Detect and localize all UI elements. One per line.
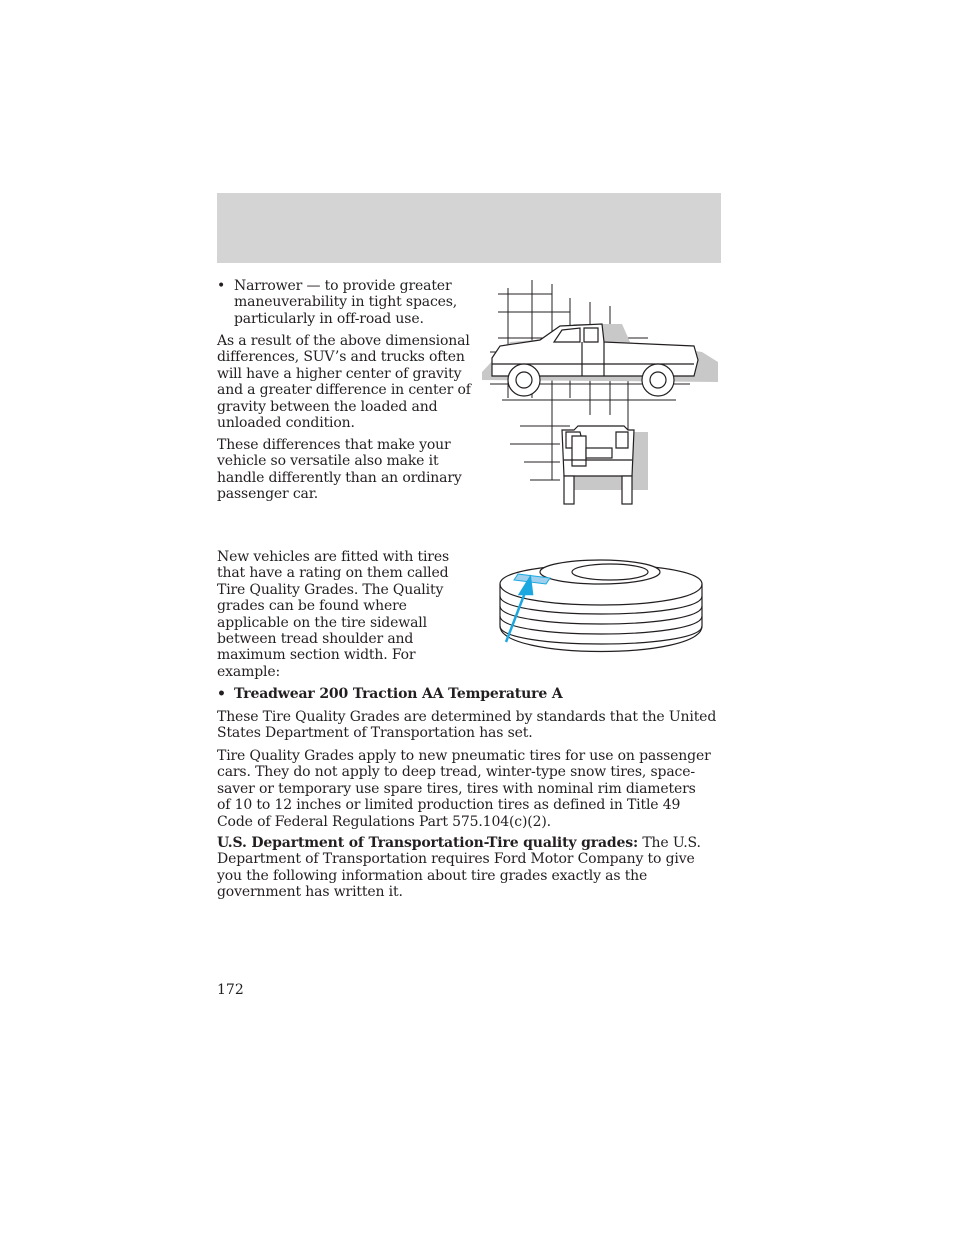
- bullet-text: Treadwear 200 Traction AA Temperature A: [234, 686, 563, 702]
- tire-illustration: [490, 548, 712, 664]
- paragraph-applies-to: Tire Quality Grades apply to new pneumatic tires for use on passenger cars. They do not apply to deep tread, winter-type snow tires, space-saver or temporary use spare tires, tires with nominal rim diameters of 10 to 12 inches or limited production tires as defined in Title 49 Code of Federal Regulations Part 575.104(c)(2).: [217, 748, 711, 830]
- paragraph-center-of-gravity: As a result of the above dimensional differences, SUV’s and trucks often will have a higher center of gravity and a greater difference in center of gravity between the loaded and unloaded condition.: [217, 333, 471, 432]
- bullet-symbol: •: [217, 686, 226, 702]
- paragraph-standards: These Tire Quality Grades are determined by standards that the United States Department of Transportation has set.: [217, 709, 717, 742]
- dot-body: The U.S. Department of Transportation requires Ford Motor Company to give you the following information about tire grades exactly as the government has written it.: [217, 835, 701, 901]
- top-text-column: [217, 278, 473, 327]
- tire-hub: [572, 564, 648, 580]
- truck-illustration: [480, 280, 722, 508]
- bullet-symbol: •: [217, 278, 226, 294]
- truck-side-view: [492, 324, 698, 396]
- header-band: [217, 193, 721, 263]
- paragraph-dot-requirements: [217, 835, 717, 901]
- dot-lead: U.S. Department of Transportation-Tire quality grades:: [217, 835, 639, 851]
- page-number: 172: [217, 982, 244, 998]
- bullet-treadwear-example: [217, 686, 721, 702]
- paragraph-handle-differently: These differences that make your vehicle so versatile also make it handle differently than an ordinary passenger car.: [217, 437, 462, 503]
- bullet-narrower: [217, 278, 473, 327]
- paragraph-tire-intro: New vehicles are fitted with tires that have a rating on them called Tire Quality Grades. The Quality grades can be found where applicable on the tire sidewall between tread shoulder and maximum section width. For example:: [217, 549, 449, 680]
- truck-rear-view: [562, 426, 634, 504]
- bullet-text: Narrower — to provide greater maneuverability in tight spaces, particularly in off-road use.: [234, 278, 458, 327]
